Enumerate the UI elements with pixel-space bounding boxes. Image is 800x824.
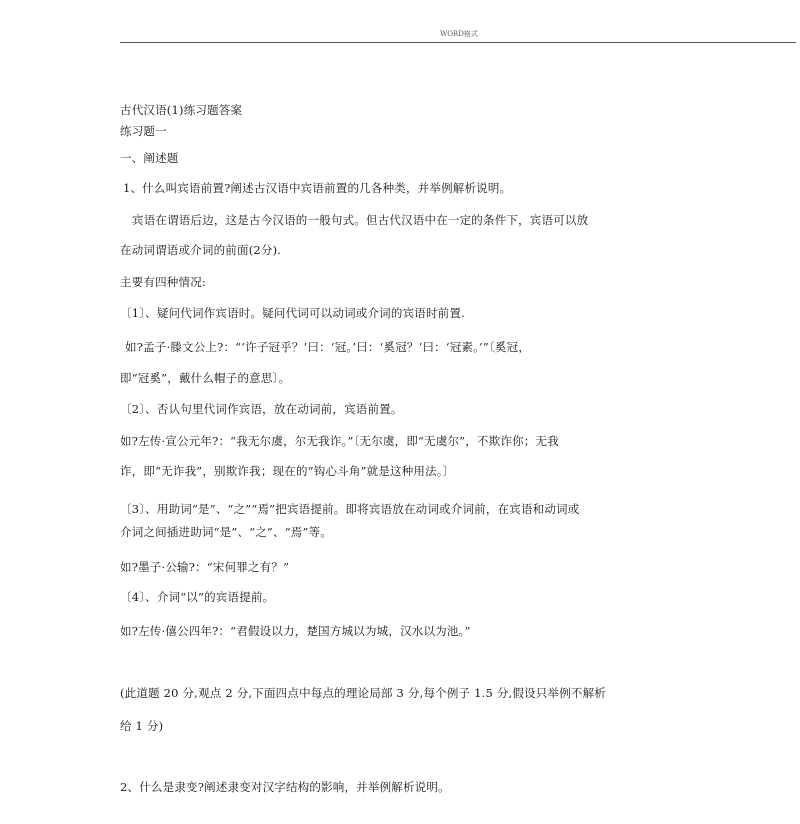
question-1: 1、什么叫宾语前置?阐述古汉语中宾语前置的几各种类，并举例解析说明。 [123, 181, 512, 195]
paragraph-1-line-1: 宾语在谓语后边，这是古今汉语的一般句式。但古代汉语中在一定的条件下，宾语可以放 [132, 213, 589, 227]
doc-subtitle: 练习题一 [120, 124, 167, 138]
case-1: 〔1〕、疑问代词作宾语时。疑问代词可以动词或介词的宾语时前置. [120, 306, 465, 320]
case-3-example: 如?墨子·公输?：“宋何罪之有？” [120, 560, 290, 574]
doc-title: 古代汉语(1)练习题答案 [120, 103, 243, 117]
case-3-line-1: 〔3〕、用助词“是”、“之”“焉”把宾语提前。即将宾语放在动词或介词前，在宾语和动词或 [120, 502, 580, 516]
paragraph-2: 主要有四种情况: [120, 275, 206, 289]
case-2-example-line-2: 诈，即“无诈我”，别欺诈我；现在的“钩心斗角”就是这种用法。〕 [120, 464, 455, 478]
case-4-example: 如?左传·僖公四年?：“君假设以力，楚国方城以为城，汉水以为池。” [120, 624, 471, 638]
case-4: 〔4〕、介词“以”的宾语提前。 [120, 590, 275, 604]
page-header-text: WORD格式 [440, 30, 478, 38]
case-2: 〔2〕、否认句里代词作宾语，放在动词前，宾语前置。 [120, 402, 403, 416]
case-3-line-2: 介词之间插进助词“是”、“之”、“焉”等。 [120, 525, 332, 539]
section-heading: 一、阐述题 [120, 151, 179, 165]
scoring-note-line-2: 给 1 分) [120, 719, 164, 733]
scoring-note-line-1: (此道题 20 分,观点 2 分,下面四点中每点的理论局部 3 分,每个例子 1.5 分,假设只举例不解析 [120, 686, 607, 700]
case-2-example-line-1: 如?左传·宣公元年?：“我无尔虞，尔无我诈。”〔无尔虞，即“无虞尔”，不欺诈你；无我 [120, 434, 559, 448]
paragraph-1-line-2: 在动词谓语或介词的前面(2分). [120, 243, 282, 257]
header-divider [120, 42, 796, 43]
case-1-example-line-1: 如?孟子·滕文公上?：“‘许子冠乎？’曰：‘冠。’曰：‘奚冠？’曰：‘冠素。’”〔奚冠， [125, 340, 531, 354]
question-2: 2、什么是隶变?阐述隶变对汉字结构的影响，并举例解析说明。 [120, 780, 450, 794]
case-1-example-line-2: 即“冠奚”，戴什么帽子的意思〕。 [120, 371, 291, 385]
